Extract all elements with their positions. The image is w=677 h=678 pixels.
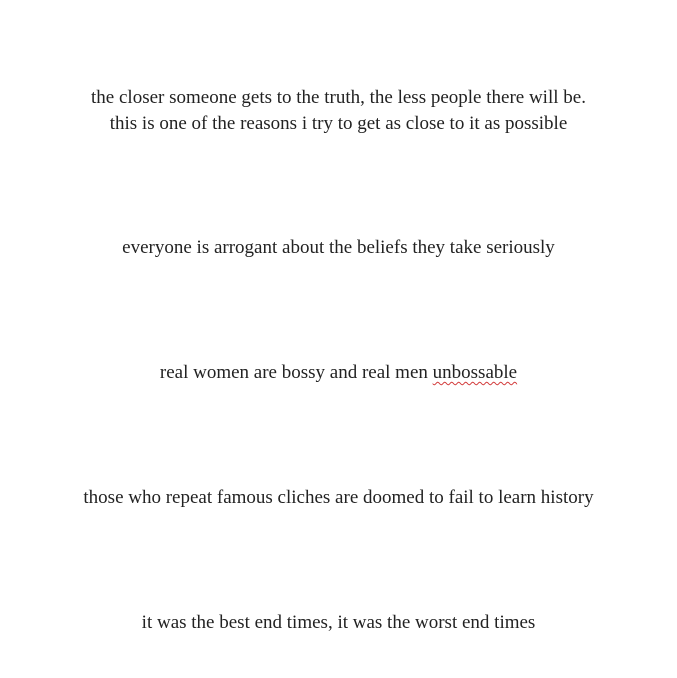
quote-end-times-line: it was the best end times, it was the worst end times xyxy=(141,612,536,633)
misspelled-word[interactable]: unbossable xyxy=(432,362,518,383)
quote-truth-line-1: the closer someone gets to the truth, the less people there will be. xyxy=(91,87,586,108)
quote-bossy-text: real women are bossy and real men xyxy=(159,362,433,383)
quote-bossy xyxy=(0,360,677,386)
quote-cliches-line: those who repeat famous cliches are doomed to fail to learn history xyxy=(83,487,594,508)
quote-arrogant xyxy=(0,235,677,261)
quote-truth-line-2: this is one of the reasons i try to get as close to it as possible xyxy=(109,113,568,134)
quote-cliches xyxy=(0,485,677,511)
quote-truth xyxy=(0,85,677,137)
quote-end-times xyxy=(0,610,677,636)
quote-arrogant-line: everyone is arrogant about the beliefs they take seriously xyxy=(122,237,555,258)
